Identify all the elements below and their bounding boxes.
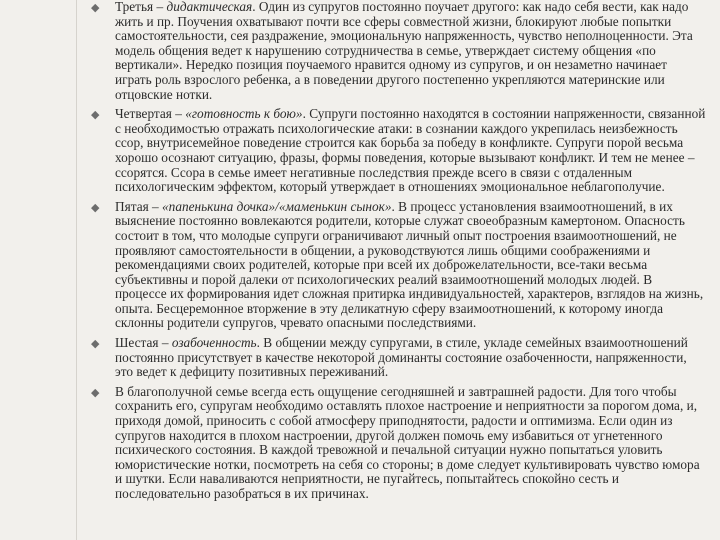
item-text: . Супруги постоянно находятся в состоянии напряженности, связанной с необходимостью отражать психологические атаки: в сознании каждого укрепилась неизбежность ссор, внутрисемейное поведение строится как борьба за победу в конфликте. Супруги порой весьма хорошо осознают ситуацию, фразы, формы поведения, которые вызывают конфликт. И тем не менее – ссорятся. Ссора в семье имеет негативные последствия прежде всего в связи с отдаленным психологическим эффектом, который утверждает в отношениях эмоциональное неблагополучие. bbox=[115, 106, 706, 195]
list-item bbox=[88, 0, 706, 102]
bullet-list bbox=[88, 0, 706, 502]
list-item bbox=[88, 200, 706, 331]
item-label: «готовность к бою» bbox=[185, 106, 303, 122]
item-label: «папенькина дочка»/«маменькин сынок» bbox=[162, 198, 392, 214]
list-item bbox=[88, 336, 706, 380]
item-text: . Один из супругов постоянно поучает другого: как надо себя вести, как надо жить и пр. Поучения охватывают почти все сферы совместной жизни, блокируют любые попытки самостоятельности, сея раздражение, эмоциональную напряженность, чувство неполноценности. Эта модель общения ведет к нарушению сотрудничества в семье, утверждает систему общения «по вертикали». Нередко позиция поучаемого нравится одному из супругов, и он незаметно начинает играть роль взрослого ребенка, а в поведении другого постепенно укрепляются материнские или отцовские нотки. bbox=[115, 0, 693, 102]
item-lead: Четвертая – bbox=[115, 106, 186, 122]
item-text: . В общении между супругами, в стиле, укладе семейных взаимоотношений постоянно присутствует в качестве некоторой доминанты состояние озабоченности, напряженности, это ведет к дефициту позитивных переживаний. bbox=[115, 335, 688, 380]
item-lead: Пятая – bbox=[115, 198, 163, 214]
diamond-bullet-icon: ◆ bbox=[91, 109, 100, 122]
list-item bbox=[88, 385, 706, 502]
item-lead: Третья – bbox=[115, 0, 167, 14]
diamond-bullet-icon: ◆ bbox=[91, 386, 100, 399]
list-item bbox=[88, 107, 706, 195]
diamond-bullet-icon: ◆ bbox=[91, 2, 100, 14]
item-label: озабоченность bbox=[171, 335, 257, 351]
item-text: . В процесс установления взаимоотношений, в их выяснение постоянно вовлекаются родители, которые служат своеобразным камертоном. Опасность состоит в том, что молодые супруги ограничивают личный опыт построения взаимоотношений, не проявляют самостоятельности в общении, а руководствуются лишь общими соображениями и рекомендациями своих родителей, которые при всей их доброжелательности, все-таки весьма субъективны и порой далеки от психологических реалий взаимоотношений молодых людей. В процессе их формирования идет сложная притирка индивидуальностей, характеров, взглядов на жизнь, опыта. Бесцеремонное вторжение в эту деликатную сферу взаимоотношений, к которому иногда склонны родители супругов, чревато опасными последствиями. bbox=[115, 198, 704, 331]
left-margin-line bbox=[76, 0, 77, 540]
item-label: дидактическая bbox=[166, 0, 253, 14]
diamond-bullet-icon: ◆ bbox=[91, 338, 100, 351]
item-lead: Шестая – bbox=[115, 335, 172, 351]
item-text: В благополучной семье всегда есть ощущение сегодняшней и завтрашней радости. Для того чтобы сохранить его, супругам необходимо оставлять плохое настроение и неприятности за порогом дома, и, приходя домой, приносить с собой атмосферу приподнятости, радости и оптимизма. Если один из супругов находится в плохом настроении, другой должен помочь ему избавиться от угнетенного психического состояния. В каждой тревожной и печальной ситуации нужно попытаться уловить юмористические нотки, посмотреть на себя со стороны; в доме следует культивировать чувство юмора и шутки. Если наваливаются неприятности, не пугайтесь, попытайтесь спокойно сесть и последовательно разобраться в их причинах. bbox=[115, 383, 700, 501]
diamond-bullet-icon: ◆ bbox=[91, 201, 100, 214]
